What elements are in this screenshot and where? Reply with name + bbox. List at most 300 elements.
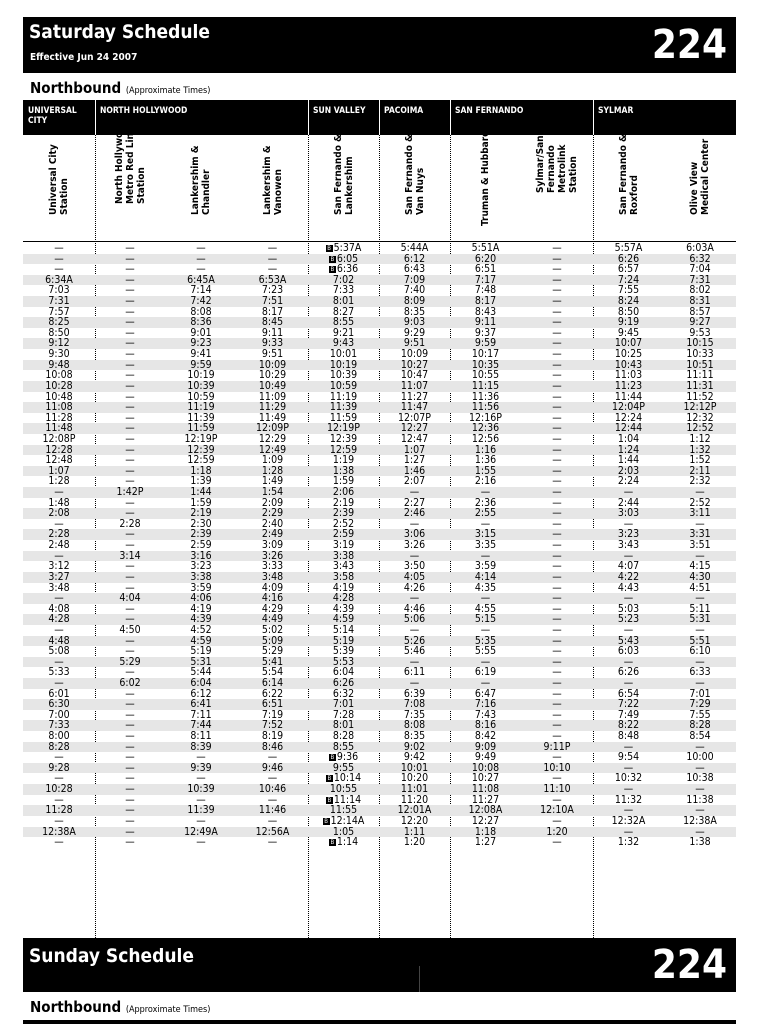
time-cell: 3:38 bbox=[332, 549, 355, 562]
time-cell: 5:23 bbox=[617, 613, 640, 626]
time-cell: 1:44 bbox=[190, 486, 212, 499]
time-cell: 6:51 bbox=[474, 263, 497, 276]
time-cell: 11:38 bbox=[686, 793, 714, 806]
time-cell: — bbox=[267, 252, 278, 265]
time-cell: — bbox=[196, 772, 206, 785]
time-cell: 7:48 bbox=[474, 284, 497, 297]
time-cell: 8:35 bbox=[403, 730, 426, 743]
time-cell: 9:02 bbox=[403, 740, 426, 753]
time-cell: 4:06 bbox=[190, 592, 212, 605]
time-cell: 10:09 bbox=[400, 348, 429, 361]
time-cell: — bbox=[552, 517, 562, 530]
time-cell: — bbox=[196, 263, 206, 276]
time-cell: 6:26 bbox=[617, 666, 640, 679]
time-cell: 3:06 bbox=[403, 528, 426, 541]
time-cell: — bbox=[125, 263, 135, 276]
time-cell: 11:10 bbox=[543, 783, 571, 796]
time-cell: 12:59 bbox=[329, 443, 358, 456]
time-cell: 5:46 bbox=[403, 645, 426, 658]
time-cell: 7:35 bbox=[403, 708, 426, 721]
time-cell: 2:19 bbox=[190, 507, 212, 520]
time-cell: 10:55 bbox=[471, 369, 500, 382]
banner-divider bbox=[419, 966, 420, 992]
time-cell: 11:19 bbox=[329, 390, 358, 403]
time-cell: — bbox=[125, 772, 135, 785]
stop-header bbox=[521, 135, 593, 241]
time-cell: — bbox=[125, 634, 135, 647]
time-cell: — bbox=[695, 655, 705, 668]
time-cell: 2:28 bbox=[48, 528, 70, 541]
time-cell: — bbox=[196, 751, 206, 764]
time-cell: 8:17 bbox=[474, 295, 497, 308]
time-cell: 5:14 bbox=[332, 623, 355, 636]
time-cell: — bbox=[552, 284, 562, 297]
time-cell: — bbox=[196, 814, 206, 827]
time-cell: — bbox=[552, 432, 562, 445]
time-cell: 7:23 bbox=[261, 284, 284, 297]
area-label: SAN FERNANDO bbox=[455, 106, 524, 116]
time-cell: — bbox=[552, 793, 562, 806]
time-cell: — bbox=[552, 475, 562, 488]
area-separator bbox=[308, 100, 309, 135]
time-cell: 12:39 bbox=[187, 443, 215, 456]
time-cell: B 5:37A bbox=[327, 242, 362, 254]
time-cell: 8:09 bbox=[403, 295, 426, 308]
time-cell: 4:39 bbox=[332, 602, 355, 615]
time-cell: — bbox=[552, 602, 562, 615]
time-cell: — bbox=[480, 676, 491, 689]
area-label: SYLMAR bbox=[598, 106, 634, 116]
time-cell: B 9:36 bbox=[330, 751, 359, 764]
time-cell: 6:33 bbox=[689, 666, 711, 679]
stop-header bbox=[237, 135, 308, 241]
time-cell: 4:46 bbox=[403, 602, 426, 615]
time-cell: — bbox=[54, 486, 64, 499]
time-cell: 10:59 bbox=[329, 379, 358, 392]
time-cell: 2:48 bbox=[48, 539, 70, 552]
stop-header bbox=[664, 135, 736, 241]
time-cell: 1:36 bbox=[474, 454, 497, 467]
sunday-schedule-title: Sunday Schedule bbox=[29, 945, 194, 967]
time-cell: — bbox=[552, 242, 562, 254]
time-cell: — bbox=[552, 549, 562, 562]
saturday-schedule-banner bbox=[23, 17, 736, 73]
time-cell: 1:19 bbox=[332, 454, 355, 467]
time-cell: 5:53 bbox=[332, 655, 355, 668]
time-cell: — bbox=[54, 793, 64, 806]
time-cell: 1:11 bbox=[403, 825, 426, 838]
time-cell: 8:28 bbox=[689, 719, 711, 732]
time-cell: 8:42 bbox=[474, 730, 497, 743]
time-cell: 1:05 bbox=[332, 825, 355, 838]
time-cell: 1:27 bbox=[403, 454, 426, 467]
time-cell: 6:11 bbox=[403, 666, 426, 679]
time-cell: 5:29 bbox=[119, 655, 141, 668]
time-cell: 1:07 bbox=[48, 464, 70, 477]
time-cell: — bbox=[267, 263, 278, 276]
time-cell: — bbox=[54, 252, 64, 265]
time-cell: 8:16 bbox=[474, 719, 497, 732]
time-cell: 8:46 bbox=[261, 740, 284, 753]
time-cell: 7:19 bbox=[261, 708, 284, 721]
time-cell: 11:19 bbox=[187, 401, 215, 414]
time-cell: 2:55 bbox=[474, 507, 497, 520]
time-cell: 4:48 bbox=[48, 634, 70, 647]
time-cell: — bbox=[125, 539, 135, 552]
time-cell: 9:54 bbox=[617, 751, 640, 764]
time-cell: 9:49 bbox=[474, 751, 497, 764]
time-cell: 4:51 bbox=[689, 581, 711, 594]
time-cell: 1:18 bbox=[474, 825, 497, 838]
time-cell: 11:32 bbox=[614, 793, 643, 806]
time-cell: — bbox=[623, 676, 634, 689]
time-cell: — bbox=[480, 623, 491, 636]
time-cell: 7:28 bbox=[332, 708, 355, 721]
time-cell: 2:29 bbox=[261, 507, 284, 520]
time-cell: — bbox=[125, 358, 135, 371]
time-cell: 11:11 bbox=[686, 369, 714, 382]
time-cell: 2:16 bbox=[474, 475, 497, 488]
time-cell: — bbox=[480, 486, 491, 499]
time-cell: — bbox=[623, 783, 634, 796]
time-cell: 8:31 bbox=[689, 295, 711, 308]
time-cell: — bbox=[623, 623, 634, 636]
time-cell: 10:48 bbox=[45, 390, 73, 403]
time-cell: 11:28 bbox=[45, 411, 73, 424]
time-cell: 5:08 bbox=[48, 645, 70, 658]
time-cell: 6:19 bbox=[474, 666, 497, 679]
time-cell: — bbox=[196, 836, 206, 849]
time-cell: — bbox=[552, 496, 562, 509]
time-cell: 5:39 bbox=[332, 645, 355, 658]
time-cell: 2:59 bbox=[332, 528, 355, 541]
time-cell: — bbox=[480, 592, 491, 605]
time-cell: 12:07P bbox=[398, 411, 431, 424]
time-cell: — bbox=[552, 751, 562, 764]
time-cell: 4:08 bbox=[48, 602, 70, 615]
time-cell: 11:49 bbox=[258, 411, 287, 424]
time-cell: 1:12 bbox=[689, 432, 711, 445]
time-cell: — bbox=[125, 432, 135, 445]
time-cell: — bbox=[54, 592, 64, 605]
time-cell: 3:33 bbox=[261, 560, 284, 573]
time-cell: 6:32 bbox=[332, 687, 355, 700]
time-cell: 3:43 bbox=[617, 539, 640, 552]
time-cell: 2:49 bbox=[261, 528, 284, 541]
time-cell: 12:32A bbox=[611, 814, 646, 827]
time-cell: 8:01 bbox=[332, 719, 355, 732]
time-cell: 9:19 bbox=[617, 316, 640, 329]
time-cell: — bbox=[125, 581, 135, 594]
time-cell: 8:55 bbox=[332, 740, 355, 753]
time-cell: 7:33 bbox=[332, 284, 355, 297]
time-cell: — bbox=[409, 549, 420, 562]
trip-marker-icon: B bbox=[330, 839, 335, 847]
time-cell: 1:49 bbox=[261, 475, 284, 488]
time-cell: 1:55 bbox=[474, 464, 497, 477]
time-cell: 1:48 bbox=[48, 496, 70, 509]
time-cell: 1:54 bbox=[261, 486, 284, 499]
time-cell: 11:27 bbox=[471, 793, 500, 806]
trip-marker-icon: B bbox=[330, 754, 335, 762]
time-cell: 6:14 bbox=[261, 676, 284, 689]
time-cell: — bbox=[409, 486, 420, 499]
area-separator bbox=[379, 100, 380, 135]
time-cell: 7:44 bbox=[190, 719, 212, 732]
stop-name: North Hollywood Metro Red Line Station bbox=[113, 119, 147, 204]
time-cell: 2:03 bbox=[617, 464, 640, 477]
area-label: SUN VALLEY bbox=[313, 106, 366, 116]
time-cell: 12:27 bbox=[400, 422, 429, 435]
time-cell: — bbox=[54, 772, 64, 785]
time-cell: — bbox=[552, 708, 562, 721]
time-cell: 12:10A bbox=[540, 804, 574, 817]
table-row bbox=[23, 381, 736, 392]
time-cell: 1:28 bbox=[261, 464, 284, 477]
time-cell: — bbox=[54, 517, 64, 530]
time-cell: 7:52 bbox=[261, 719, 284, 732]
time-cell: — bbox=[125, 284, 135, 297]
time-cell: 6:22 bbox=[261, 687, 284, 700]
time-cell: 6:10 bbox=[689, 645, 711, 658]
time-cell: — bbox=[552, 772, 562, 785]
time-cell: 1:46 bbox=[403, 464, 426, 477]
time-cell: 1:09 bbox=[261, 454, 284, 467]
time-cell: 6:32 bbox=[689, 252, 711, 265]
time-cell: 3:09 bbox=[261, 539, 284, 552]
time-cell: 11:15 bbox=[471, 379, 500, 392]
time-cell: 9:33 bbox=[261, 337, 284, 350]
time-cell: 3:15 bbox=[474, 528, 497, 541]
time-cell: — bbox=[552, 252, 562, 265]
time-cell: — bbox=[623, 804, 634, 817]
time-cell: 3:48 bbox=[261, 570, 284, 583]
time-cell: 6:30 bbox=[48, 698, 70, 711]
time-cell: 3:19 bbox=[332, 539, 355, 552]
time-cell: 12:56A bbox=[255, 825, 290, 838]
time-cell: 11:03 bbox=[614, 369, 643, 382]
stop-header bbox=[308, 135, 379, 241]
time-cell: — bbox=[267, 772, 278, 785]
saturday-schedule-title: Saturday Schedule bbox=[29, 21, 210, 43]
time-cell: 9:37 bbox=[474, 326, 497, 339]
time-cell: 9:27 bbox=[689, 316, 711, 329]
time-cell: 2:40 bbox=[261, 517, 284, 530]
time-cell: 11:07 bbox=[400, 379, 429, 392]
time-cell: 9:48 bbox=[48, 358, 70, 371]
time-cell: 5:03 bbox=[617, 602, 640, 615]
time-cell: 3:43 bbox=[332, 560, 355, 573]
time-cell: 7:31 bbox=[689, 273, 711, 286]
time-cell: 2:36 bbox=[474, 496, 497, 509]
time-cell: 12:19P bbox=[184, 432, 218, 445]
time-cell: 4:59 bbox=[332, 613, 355, 626]
time-cell: B 10:14 bbox=[327, 772, 362, 785]
time-cell: — bbox=[125, 507, 135, 520]
time-cell: 10:27 bbox=[471, 772, 500, 785]
time-cell: 9:43 bbox=[332, 337, 355, 350]
time-cell: 5:33 bbox=[48, 666, 70, 679]
time-cell: 12:27 bbox=[471, 814, 500, 827]
time-cell: 12:36 bbox=[471, 422, 500, 435]
time-cell: 5:09 bbox=[261, 634, 284, 647]
time-cell: 12:52 bbox=[686, 422, 714, 435]
table-row bbox=[23, 837, 736, 848]
time-cell: 5:31 bbox=[689, 613, 711, 626]
time-cell: — bbox=[552, 676, 562, 689]
time-cell: 6:02 bbox=[119, 676, 141, 689]
time-cell: 7:51 bbox=[261, 295, 284, 308]
time-cell: — bbox=[125, 411, 135, 424]
sunday-table-header-bar bbox=[23, 1020, 736, 1024]
time-cell: 9:28 bbox=[48, 761, 70, 774]
time-cell: — bbox=[125, 252, 135, 265]
area-separator bbox=[95, 100, 96, 135]
time-cell: 11:23 bbox=[614, 379, 643, 392]
time-cell: — bbox=[125, 814, 135, 827]
time-cell: 7:00 bbox=[48, 708, 70, 721]
time-cell: 5:51A bbox=[471, 242, 500, 254]
time-cell: 6:04 bbox=[190, 676, 212, 689]
time-cell: 1:52 bbox=[689, 454, 711, 467]
time-cell: — bbox=[409, 592, 420, 605]
trip-marker-icon: B bbox=[324, 817, 328, 825]
time-cell: 7:16 bbox=[474, 698, 497, 711]
time-cell: 6:47 bbox=[474, 687, 497, 700]
time-cell: 8:28 bbox=[332, 730, 355, 743]
time-cell: 2:46 bbox=[403, 507, 426, 520]
time-cell: 11:55 bbox=[329, 804, 358, 817]
time-cell: — bbox=[125, 708, 135, 721]
time-cell: 10:51 bbox=[686, 358, 714, 371]
time-cell: — bbox=[552, 316, 562, 329]
time-cell: — bbox=[552, 337, 562, 350]
time-cell: 5:44A bbox=[400, 242, 429, 254]
time-cell: 3:03 bbox=[617, 507, 640, 520]
time-cell: 3:59 bbox=[474, 560, 497, 573]
trip-marker-icon: B bbox=[327, 796, 332, 804]
time-cell: 12:19P bbox=[327, 422, 360, 435]
sunday-route-number: 224 bbox=[651, 942, 727, 988]
time-cell: 6:45A bbox=[187, 273, 215, 286]
time-cell: 6:34A bbox=[45, 273, 73, 286]
time-cell: — bbox=[552, 645, 562, 658]
time-cell: 8:24 bbox=[617, 295, 640, 308]
time-cell: — bbox=[125, 528, 135, 541]
time-cell: 10:08 bbox=[471, 761, 500, 774]
time-cell: 6:41 bbox=[190, 698, 212, 711]
time-cell: 7:22 bbox=[617, 698, 640, 711]
time-cell: — bbox=[552, 411, 562, 424]
time-cell: 7:04 bbox=[689, 263, 711, 276]
saturday-direction-heading bbox=[30, 79, 210, 97]
stop-name: Olive View Medical Center bbox=[689, 138, 711, 215]
table-row bbox=[23, 816, 736, 827]
time-cell: 4:04 bbox=[119, 592, 141, 605]
time-cell: — bbox=[125, 464, 135, 477]
time-cell: 1:27 bbox=[474, 836, 497, 849]
time-cell: 11:48 bbox=[45, 422, 73, 435]
time-cell: 12:49 bbox=[258, 443, 287, 456]
time-cell: 11:44 bbox=[614, 390, 643, 403]
time-cell: 9:39 bbox=[190, 761, 212, 774]
time-cell: 10:39 bbox=[329, 369, 358, 382]
time-cell: — bbox=[552, 539, 562, 552]
time-cell: 9:01 bbox=[190, 326, 212, 339]
time-cell: 11:27 bbox=[400, 390, 429, 403]
time-cell: 1:42P bbox=[116, 486, 144, 499]
time-cell: — bbox=[125, 560, 135, 573]
time-cell: B 11:14 bbox=[327, 793, 362, 806]
time-cell: 3:14 bbox=[119, 549, 141, 562]
time-cell: 11:59 bbox=[329, 411, 358, 424]
time-cell: — bbox=[695, 592, 705, 605]
time-cell: 10:07 bbox=[614, 337, 643, 350]
time-cell: — bbox=[552, 273, 562, 286]
time-cell: — bbox=[552, 390, 562, 403]
time-cell: — bbox=[54, 263, 64, 276]
time-cell: 5:41 bbox=[261, 655, 284, 668]
time-cell: 5:31 bbox=[190, 655, 212, 668]
time-cell: 7:55 bbox=[689, 708, 711, 721]
time-cell: 2:44 bbox=[617, 496, 640, 509]
stop-name: Sylmar/San Fernando Metrolink Station bbox=[535, 135, 579, 193]
time-cell: 10:27 bbox=[400, 358, 429, 371]
time-cell: 10:15 bbox=[686, 337, 714, 350]
time-cell: 9:11 bbox=[261, 326, 284, 339]
time-cell: 10:43 bbox=[614, 358, 643, 371]
effective-date: Effective Jun 24 2007 bbox=[30, 52, 138, 63]
time-cell: — bbox=[125, 666, 135, 679]
time-cell: 10:19 bbox=[187, 369, 215, 382]
time-cell: — bbox=[552, 687, 562, 700]
time-cell: — bbox=[409, 676, 420, 689]
time-cell: 3:26 bbox=[403, 539, 426, 552]
time-cell: — bbox=[552, 666, 562, 679]
time-cell: 5:02 bbox=[261, 623, 284, 636]
sunday-direction-heading bbox=[30, 998, 210, 1016]
time-cell: 11:08 bbox=[45, 401, 73, 414]
time-cell: 3:51 bbox=[689, 539, 711, 552]
time-cell: 2:06 bbox=[332, 486, 355, 499]
time-cell: — bbox=[552, 401, 562, 414]
time-cell: 4:28 bbox=[332, 592, 355, 605]
time-cell: 11:52 bbox=[686, 390, 714, 403]
time-cell: B 6:05 bbox=[330, 252, 359, 265]
time-cell: 3:16 bbox=[190, 549, 212, 562]
time-cell: — bbox=[125, 305, 135, 318]
time-cell: 4:16 bbox=[261, 592, 284, 605]
time-cell: — bbox=[125, 761, 135, 774]
time-cell: — bbox=[552, 486, 562, 499]
time-cell: 8:17 bbox=[261, 305, 284, 318]
stop-header bbox=[450, 130, 521, 241]
time-cell: — bbox=[552, 592, 562, 605]
time-cell: 11:09 bbox=[258, 390, 287, 403]
time-cell: — bbox=[552, 613, 562, 626]
time-cell: 8:43 bbox=[474, 305, 497, 318]
time-cell: 8:02 bbox=[689, 284, 711, 297]
time-cell: 8:27 bbox=[332, 305, 355, 318]
time-cell: — bbox=[552, 369, 562, 382]
time-cell: — bbox=[267, 814, 278, 827]
time-cell: 7:57 bbox=[48, 305, 70, 318]
time-cell: 12:16P bbox=[469, 411, 502, 424]
time-cell: 4:15 bbox=[689, 560, 711, 573]
time-cell: 7:14 bbox=[190, 284, 212, 297]
time-cell: — bbox=[623, 761, 634, 774]
time-cell: 9:46 bbox=[261, 761, 284, 774]
